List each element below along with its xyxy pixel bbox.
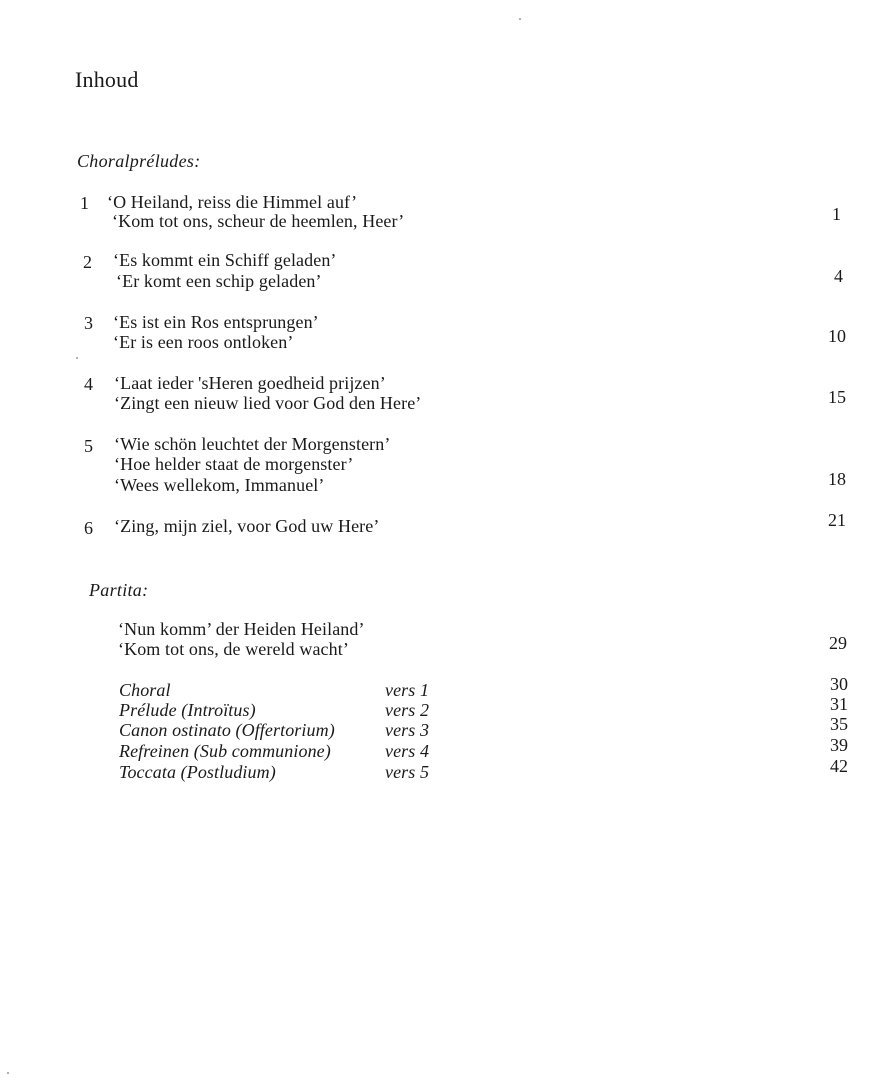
movement-title: Refreinen (Sub communione)	[119, 741, 331, 761]
movement-title: Canon ostinato (Offertorium)	[119, 720, 335, 740]
entry-page-number: 18	[828, 469, 846, 489]
movement-page-number: 35	[830, 714, 848, 734]
movement-verse: vers 2	[385, 700, 430, 720]
entry-title-original: ‘Laat ieder 'sHeren goedheid prijzen’	[114, 373, 386, 393]
movement-page-number: 31	[830, 694, 848, 714]
movement-title: Prélude (Introïtus)	[119, 700, 256, 720]
entry-page-number: 21	[828, 510, 846, 530]
entry-title-dutch-2: ‘Wees wellekom, Immanuel’	[114, 475, 325, 495]
entry-title-original: ‘Wie schön leuchtet der Morgenstern’	[114, 434, 391, 454]
entry-page-number: 1	[832, 204, 841, 224]
movement-page-number: 42	[830, 756, 848, 776]
entry-title-dutch: ‘Er is een roos ontloken’	[113, 332, 294, 352]
movement-verse: vers 3	[385, 720, 430, 740]
entry-title-dutch: ‘Zing, mijn ziel, voor God uw Here’	[114, 516, 380, 536]
scan-speck	[519, 18, 521, 20]
section-title-partita: Partita:	[89, 580, 149, 600]
entry-page-number: 10	[828, 326, 846, 346]
partita-title-original: ‘Nun komm’ der Heiden Heiland’	[118, 619, 365, 639]
entry-title-dutch: ‘Kom tot ons, scheur de heemlen, Heer’	[112, 211, 405, 231]
entry-title-original: ‘Es ist ein Ros entsprungen’	[113, 312, 319, 332]
entry-number: 6	[84, 518, 93, 538]
entry-number: 3	[84, 313, 93, 333]
entry-number: 4	[84, 374, 93, 394]
entry-title-dutch: ‘Zingt een nieuw lied voor God den Here’	[114, 393, 422, 413]
entry-number: 1	[80, 193, 89, 213]
entry-page-number: 4	[834, 266, 843, 286]
entry-page-number: 15	[828, 387, 846, 407]
section-title-chorales: Choralpréludes:	[77, 151, 201, 171]
movement-title: Choral	[119, 680, 171, 700]
movement-verse: vers 4	[385, 741, 430, 761]
entry-number: 2	[83, 252, 92, 272]
scan-speck	[76, 357, 78, 359]
partita-page-number: 29	[829, 633, 847, 653]
entry-title-dutch: ‘Hoe helder staat de morgenster’	[114, 454, 354, 474]
movement-verse: vers 5	[385, 762, 430, 782]
scan-speck	[7, 1072, 9, 1074]
movement-verse: vers 1	[385, 680, 430, 700]
page-title: Inhoud	[75, 67, 139, 92]
movement-page-number: 39	[830, 735, 848, 755]
partita-title-dutch: ‘Kom tot ons, de wereld wacht’	[118, 639, 349, 659]
entry-title-dutch: ‘Er komt een schip geladen’	[116, 271, 322, 291]
entry-number: 5	[84, 436, 93, 456]
entry-title-original: ‘Es kommt ein Schiff geladen’	[113, 250, 337, 270]
entry-title-original: ‘O Heiland, reiss die Himmel auf’	[107, 192, 358, 212]
movement-page-number: 30	[830, 674, 848, 694]
movement-title: Toccata (Postludium)	[119, 762, 276, 782]
